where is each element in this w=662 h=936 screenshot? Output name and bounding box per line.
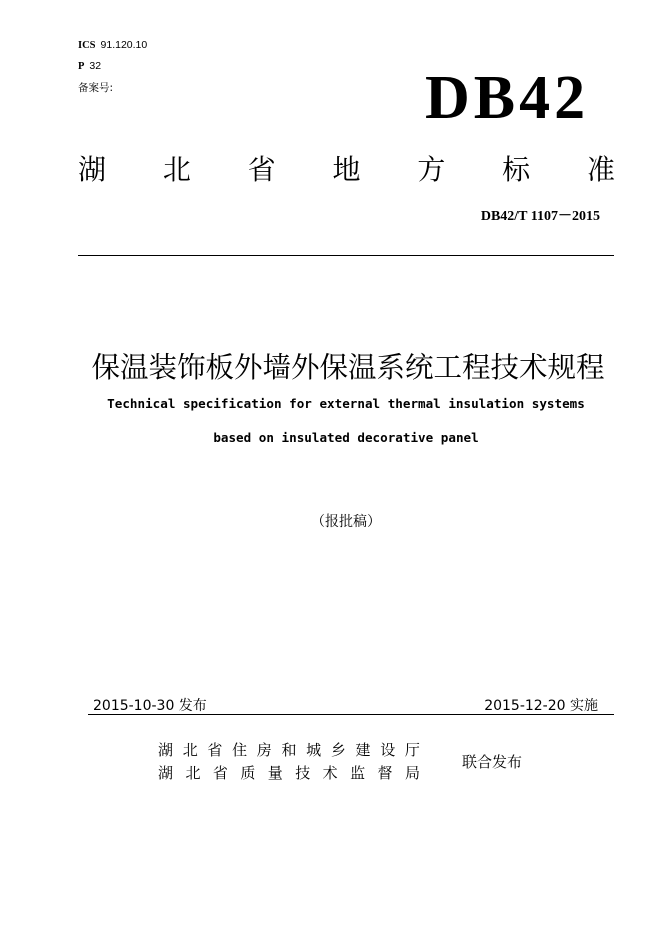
document-title-en-line1: Technical specification for external thermal insulation systems <box>107 396 585 411</box>
ics-code-line <box>78 38 147 53</box>
character: 局 <box>404 764 420 782</box>
character: 质 <box>240 764 256 782</box>
character: 住 <box>232 741 248 759</box>
filing-number-label: 备案号: <box>78 82 114 94</box>
draft-status: （报批稿） <box>311 514 381 530</box>
character: 监 <box>350 764 366 782</box>
standard-type <box>78 153 615 187</box>
character: 设 <box>380 741 396 759</box>
character: 方 <box>417 153 446 186</box>
issue-date: 2015-10-30 发布 <box>93 698 207 714</box>
date-divider <box>88 714 614 715</box>
classification-line <box>78 59 101 74</box>
issuer-quality-bureau <box>158 763 420 783</box>
character: 厅 <box>404 741 420 759</box>
character: 和 <box>281 741 297 759</box>
character: 地 <box>332 153 361 186</box>
character: 湖 <box>78 153 107 186</box>
character: 督 <box>377 764 393 782</box>
standard-code: DB42 <box>425 64 590 132</box>
character: 技 <box>295 764 311 782</box>
classification-value: 32 <box>89 60 102 72</box>
character: 湖 <box>158 764 174 782</box>
character: 北 <box>162 153 191 186</box>
character: 城 <box>306 741 322 759</box>
character: 北 <box>185 764 201 782</box>
character: 房 <box>256 741 272 759</box>
character: 标 <box>502 153 531 186</box>
character: 湖 <box>158 741 174 759</box>
character: 省 <box>212 764 228 782</box>
document-title-zh: 保温装饰板外墙外保温系统工程技术规程 <box>91 351 605 384</box>
header-divider <box>78 255 614 256</box>
character: 量 <box>267 764 283 782</box>
character: 建 <box>355 741 371 759</box>
standard-number: DB42/T 1107－2015 <box>480 209 600 224</box>
document-title-en-line2: based on insulated decorative panel <box>213 430 479 445</box>
joint-issue-label: 联合发布 <box>462 753 523 771</box>
character: 省 <box>247 153 276 186</box>
character: 省 <box>207 741 223 759</box>
character: 乡 <box>330 741 346 759</box>
issuer-housing-department <box>158 740 420 760</box>
character: 北 <box>182 741 198 759</box>
character: 准 <box>586 153 615 186</box>
implementation-date: 2015-12-20 实施 <box>484 698 598 714</box>
character: 术 <box>322 764 338 782</box>
ics-label: ICS <box>78 40 96 51</box>
ics-value: 91.120.10 <box>100 39 148 51</box>
classification-label: P <box>78 61 85 72</box>
